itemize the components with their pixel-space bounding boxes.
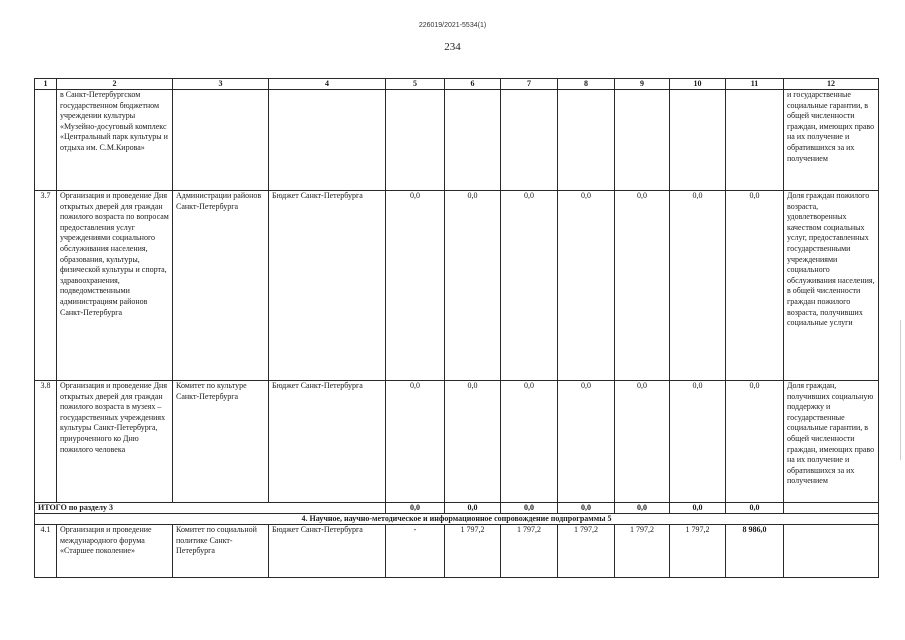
cell-v5: 0,0 <box>386 191 445 381</box>
total-v11: 0,0 <box>726 503 784 514</box>
col-header-8: 8 <box>558 79 615 90</box>
total-v9: 0,0 <box>615 503 670 514</box>
cell-executor <box>173 90 269 191</box>
col-header-3: 3 <box>173 79 269 90</box>
scan-edge-line <box>900 320 901 460</box>
table-row-4-1 <box>35 525 879 578</box>
cell-v11: 0,0 <box>726 381 784 503</box>
cell-v6: 1 797,2 <box>445 525 501 578</box>
cell-indicator: Доля граждан пожилого возраста, удовлетворенных качеством социальных услуг, предоставленных государственными учреждениями социального обслуживания населения, в общей численности граждан пожилого возраста, получивших социальные услуги <box>784 191 879 381</box>
cell-v10 <box>670 90 726 191</box>
cell-indicator: Доля граждан, получивших социальную поддержку и государственные социальные гарантии, в общей численности граждан, имеющих право на их получение и обратившихся за их получением <box>784 381 879 503</box>
column-number-row <box>35 79 879 90</box>
cell-activity: в Санкт-Петербургском государственном бюджетном учреждении культуры «Музейно-досуговый комплекс «Центральный парк культуры и отдыха им. С.М.Кирова» <box>57 90 173 191</box>
col-header-11: 11 <box>726 79 784 90</box>
total-empty <box>784 503 879 514</box>
cell-source <box>269 90 386 191</box>
table-row-3-7 <box>35 191 879 381</box>
col-header-5: 5 <box>386 79 445 90</box>
total-v6: 0,0 <box>445 503 501 514</box>
cell-v8: 0,0 <box>558 191 615 381</box>
cell-v5: 0,0 <box>386 381 445 503</box>
cell-executor: Администрации районов Санкт-Петербурга <box>173 191 269 381</box>
cell-v6: 0,0 <box>445 191 501 381</box>
cell-v9: 1 797,2 <box>615 525 670 578</box>
document-number: 226019/2021-5534(1) <box>418 22 487 29</box>
cell-num: 3.7 <box>35 191 57 381</box>
cell-v7: 0,0 <box>501 381 558 503</box>
cell-v5 <box>386 90 445 191</box>
total-v5: 0,0 <box>386 503 445 514</box>
cell-v11: 0,0 <box>726 191 784 381</box>
col-header-10: 10 <box>670 79 726 90</box>
cell-v8 <box>558 90 615 191</box>
table-row-continuation <box>35 90 879 191</box>
cell-v11 <box>726 90 784 191</box>
cell-indicator <box>784 525 879 578</box>
cell-v10: 0,0 <box>670 191 726 381</box>
cell-indicator: и государственные социальные гарантии, в общей численности граждан, имеющих право на их получение и обратившихся за их получением <box>784 90 879 191</box>
total-v7: 0,0 <box>501 503 558 514</box>
col-header-4: 4 <box>269 79 386 90</box>
page-number: 234 <box>444 41 461 53</box>
cell-activity: Организация и проведение Дня открытых дверей для граждан пожилого возраста в музеях – государственных учреждениях культуры Санкт-Петербурга, приуроченного ко Дню пожилого человека <box>57 381 173 503</box>
cell-executor: Комитет по культуре Санкт-Петербурга <box>173 381 269 503</box>
cell-v5: - <box>386 525 445 578</box>
col-header-12: 12 <box>784 79 879 90</box>
cell-v7: 0,0 <box>501 191 558 381</box>
total-row <box>35 503 879 514</box>
cell-v11: 8 986,0 <box>726 525 784 578</box>
cell-v9: 0,0 <box>615 381 670 503</box>
cell-v8: 1 797,2 <box>558 525 615 578</box>
cell-num: 3.8 <box>35 381 57 503</box>
col-header-6: 6 <box>445 79 501 90</box>
cell-activity: Организация и проведение Дня открытых дверей для граждан пожилого возраста по вопросам предоставления услуг учреждениями социального обслуживания населения, образования, культуры, физической культуры и спорта, здравоохранения, подведомственными администрациям районов Санкт-Петербурга <box>57 191 173 381</box>
total-v8: 0,0 <box>558 503 615 514</box>
cell-v6: 0,0 <box>445 381 501 503</box>
section-heading-row <box>35 514 879 525</box>
total-label: ИТОГО по разделу 3 <box>35 503 386 514</box>
table-row-3-8 <box>35 381 879 503</box>
cell-v10: 0,0 <box>670 381 726 503</box>
cell-v7 <box>501 90 558 191</box>
col-header-2: 2 <box>57 79 173 90</box>
cell-v10: 1 797,2 <box>670 525 726 578</box>
total-v10: 0,0 <box>670 503 726 514</box>
cell-num <box>35 90 57 191</box>
cell-source: Бюджет Санкт-Петербурга <box>269 191 386 381</box>
cell-v7: 1 797,2 <box>501 525 558 578</box>
col-header-1: 1 <box>35 79 57 90</box>
section-heading: 4. Научное, научно-методическое и информационное сопровождение подпрограммы 5 <box>35 514 879 525</box>
cell-v9: 0,0 <box>615 191 670 381</box>
program-table <box>34 78 879 578</box>
cell-source: Бюджет Санкт-Петербурга <box>269 381 386 503</box>
col-header-7: 7 <box>501 79 558 90</box>
cell-v6 <box>445 90 501 191</box>
cell-v9 <box>615 90 670 191</box>
cell-executor: Комитет по социальной политике Санкт-Петербурга <box>173 525 269 578</box>
cell-source: Бюджет Санкт-Петербурга <box>269 525 386 578</box>
col-header-9: 9 <box>615 79 670 90</box>
cell-v8: 0,0 <box>558 381 615 503</box>
cell-activity: Организация и проведение международного форума «Старшее поколение» <box>57 525 173 578</box>
cell-num: 4.1 <box>35 525 57 578</box>
